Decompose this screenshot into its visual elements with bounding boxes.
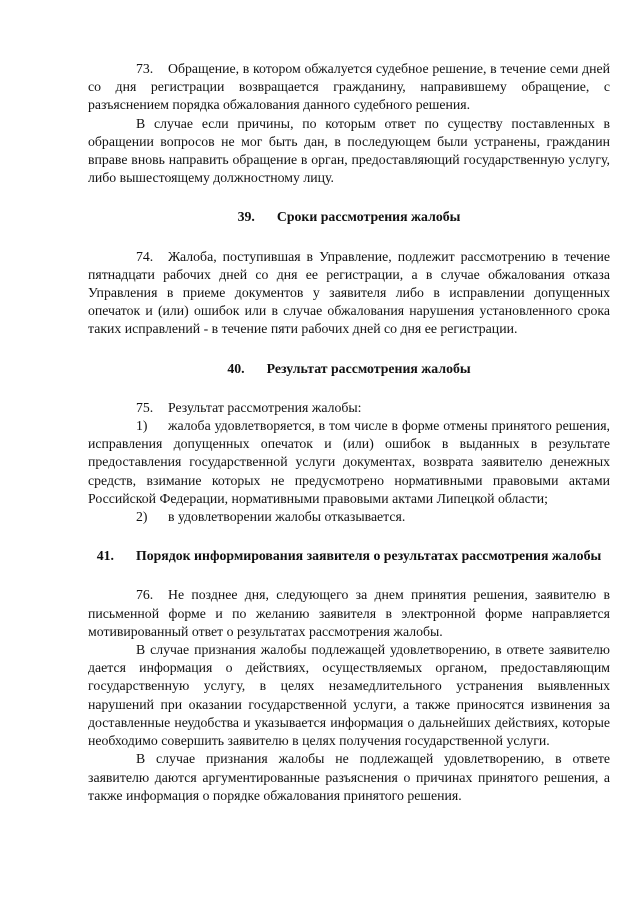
paragraph-text: Не позднее дня, следующего за днем принятия решения, заявителю в письменной форме и по желанию заявителя в электронной форме направляется мотивированный ответ о результатах рассмотрения жалобы. [88,587,610,639]
paragraph-text: Результат рассмотрения жалобы: [168,399,362,415]
list-item-number: 2) [136,509,148,525]
paragraph-number: 76. [136,587,154,603]
list-item-number: 1) [136,418,148,434]
section-title: Результат рассмотрения жалобы [266,360,471,376]
paragraph-76-final: В случае признания жалобы не подлежащей удовлетворению, в ответе заявителю даются аргументированные разъяснения о причинах принятого решения, а также информация о порядке обжалования принятого решения. [88,751,610,803]
section-heading-39 [88,208,610,226]
section-title: Сроки рассмотрения жалобы [276,209,461,225]
paragraph-number: 75. [136,399,154,415]
paragraph-73 [88,60,610,115]
document-body [88,60,610,805]
paragraph-74 [88,248,610,339]
section-heading-40 [88,360,610,378]
section-number: 40. [227,360,245,376]
paragraph-76 [88,586,610,641]
paragraph-76-continued: В случае признания жалобы подлежащей удовлетворению, в ответе заявителю дается информация о действиях, осуществляемых органом, предоставляющим государственную услугу, в целях незамедлительного устранения выявленных нарушений при оказании государственной услуги, а также приносятся извинения за доставленные неудобства и указывается информация о дальнейших действиях, которые необходимо совершить заявителю в целях получения государственной услуги. [88,642,610,749]
paragraph-text: Жалоба, поступившая в Управление, подлежит рассмотрению в течение пятнадцати рабочих дней со дня ее регистрации, а в случае обжалования отказа Управления в приеме документов у заявителя либо в исправлении допущенных опечаток и (или) ошибок или в случае обжалования нарушения установленного срока таких исправлений - в течение пяти рабочих дней со дня ее регистрации. [88,248,610,337]
paragraph-73-continued: В случае если причины, по которым ответ по существу поставленных в обращении вопросов не мог быть дан, в последующем были устранены, гражданин вправе вновь направить обращение в орган, предоставляющий государственную услугу, либо вышестоящему должностному лицу. [88,115,610,186]
section-heading-41 [88,547,610,565]
section-number: 41. [96,548,114,564]
section-title: Порядок информирования заявителя о результатах рассмотрения жалобы [136,548,602,564]
list-item-2 [88,508,610,526]
list-item-text: жалоба удовлетворяется, в том числе в форме отмены принятого решения, исправления допущенных опечаток и (или) ошибок в выданных в результате предоставления государственной услуги документах, возврата заявителю денежных средств, взимание которых не предусмотрено нормативными правовыми актами Российской Федерации, нормативными правовыми актами Липецкой области; [88,418,610,506]
paragraph-number: 73. [136,61,154,76]
section-number: 39. [237,209,255,225]
paragraph-text: Обращение, в котором обжалуется судебное решение, в течение семи дней со дня регистрации возвращается гражданину, направившему обращение, с разъяснением порядка обжалования данного судебного решения. [88,61,610,113]
list-item-text: в удовлетворении жалобы отказывается. [168,509,406,525]
paragraph-75 [88,399,610,417]
list-item-1 [88,417,610,508]
paragraph-number: 74. [136,248,154,264]
